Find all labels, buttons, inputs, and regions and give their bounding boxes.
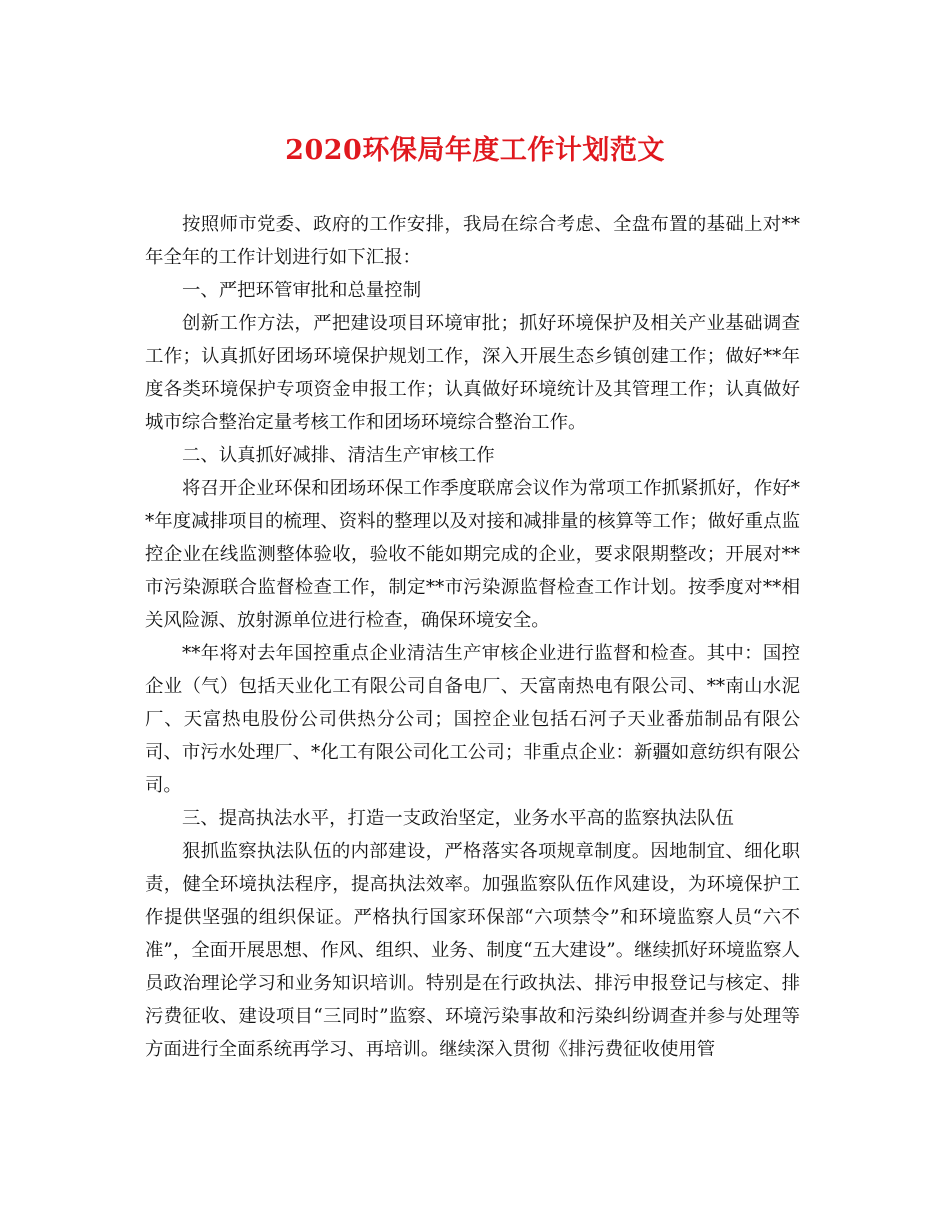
paragraph-section-3: 狠抓监察执法队伍的内部建设，严格落实各项规章制度。因地制宜、细化职责，健全环境执法程序，提高执法效率。加强监察队伍作风建设，为环境保护工作提供坚强的组织保证。严格执行国家环保部“六项禁令”和环境监察人员“六不准”，全面开展思想、作风、组织、业务、制度“五大建设”。继续抓好环境监察人员政治理论学习和业务知识培训。特别是在行政执法、排污申报登记与核定、排污费征收、建设项目“三同时”监察、环境污染事故和污染纠纷调查并参与处理等方面进行全面系统再学习、再培训。继续深入贯彻《排污费征收使用管: [145, 841, 800, 1060]
section-heading-1: 一、严把环管审批和总量控制: [182, 280, 422, 301]
section-heading-3: 三、提高执法水平，打造一支政治坚定，业务水平高的监察执法队伍: [182, 808, 734, 829]
document-body: [145, 208, 800, 1066]
paragraph-section-2b: **年将对去年国控重点企业清洁生产审核企业进行监督和检查。其中：国控企业（气）包括天业化工有限公司自备电厂、天富南热电有限公司、**南山水泥厂、天富热电股份公司供热分公司；国控企业包括石河子天业番茄制品有限公司、市污水处理厂、*化工有限公司化工公司；非重点企业：新疆如意纺织有限公司。: [145, 643, 800, 796]
paragraph-section-2a: 将召开企业环保和团场环保工作季度联席会议作为常项工作抓紧抓好，作好**年度减排项目的梳理、资料的整理以及对接和减排量的核算等工作；做好重点监控企业在线监测整体验收，验收不能如期完成的企业，要求限期整改；开展对**市污染源联合监督检查工作，制定**市污染源监督检查工作计划。按季度对**相关风险源、放射源单位进行检查，确保环境安全。: [145, 478, 800, 631]
document-title: 2020环保局年度工作计划范文: [285, 135, 665, 166]
paragraph-intro: 按照师市党委、政府的工作安排，我局在综合考虑、全盘布置的基础上对**年全年的工作计划进行如下汇报：: [145, 214, 800, 268]
paragraph-section-1: 创新工作方法，严把建设项目环境审批；抓好环境保护及相关产业基础调查工作；认真抓好团场环境保护规划工作，深入开展生态乡镇创建工作；做好**年度各类环境保护专项资金申报工作；认真做好环境统计及其管理工作；认真做好城市综合整治定量考核工作和团场环境综合整治工作。: [145, 313, 800, 433]
section-heading-2: 二、认真抓好减排、清洁生产审核工作: [182, 445, 495, 466]
